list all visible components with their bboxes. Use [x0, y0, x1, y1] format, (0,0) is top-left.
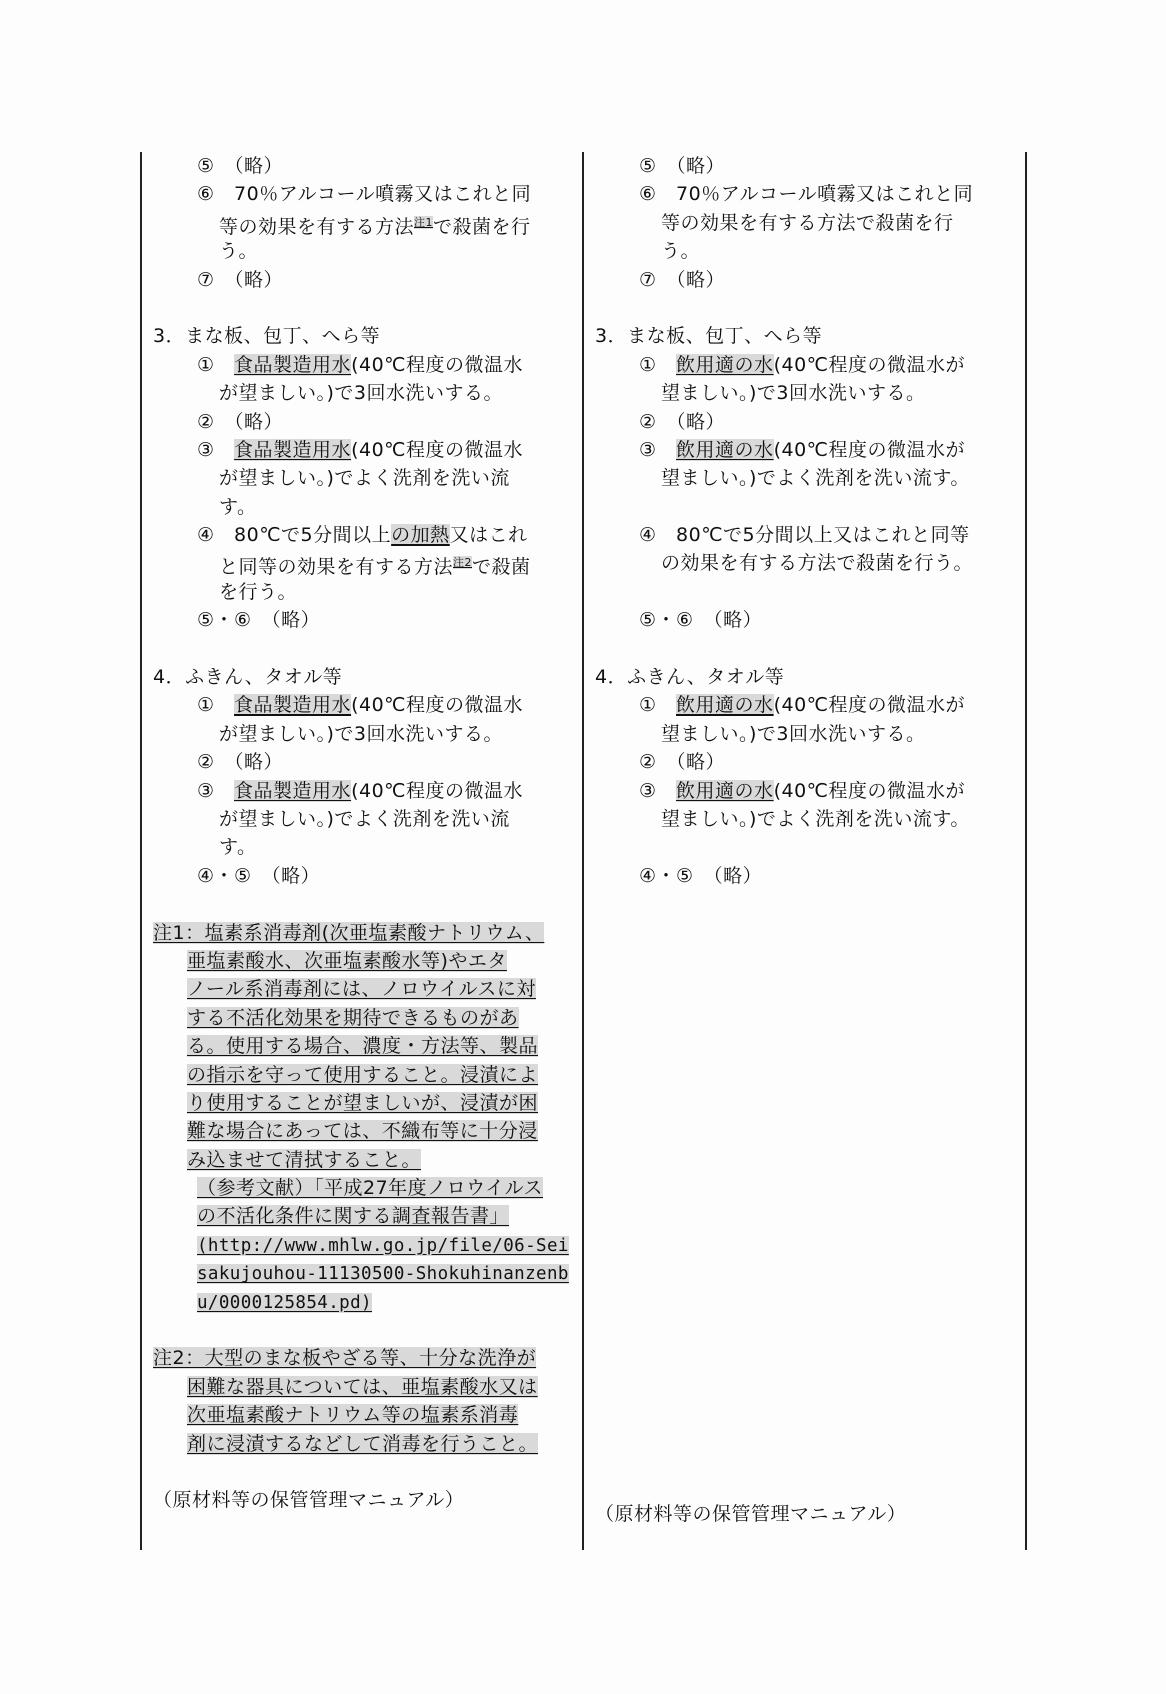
- s4-item-4-5: ④・⑤ （略）: [197, 864, 321, 887]
- note-text: 注1：塩素系消毒剤(次亜塩素酸ナトリウム、: [153, 921, 545, 944]
- note-text: 難な場合にあっては、不織布等に十分浸: [187, 1120, 538, 1143]
- note-1-line: [153, 975, 573, 1003]
- section-4-title: 4．ふきん、タオル等: [595, 666, 785, 689]
- text: ③: [639, 438, 677, 461]
- table-border-left: [140, 152, 142, 1550]
- reference-url-line: [153, 1231, 573, 1259]
- s4-item-3-line-1: [595, 777, 1015, 805]
- note-text: 亜塩素酸水、次亜塩素酸水等)やエタ: [187, 949, 507, 972]
- s4-item-4-5: ④・⑤ （略）: [639, 864, 763, 887]
- s3-item-3-line-2: 望ましい。)でよく洗剤を洗い流す。: [661, 467, 970, 490]
- text: で殺菌を行: [433, 215, 531, 238]
- s3-item-4-line-1: [153, 521, 573, 549]
- item-5: ⑤ （略）: [197, 155, 284, 177]
- item-5: ⑤ （略）: [639, 155, 726, 177]
- note-text: する不活化効果を期待できるものがあ: [187, 1006, 519, 1029]
- note-1-line: [153, 1146, 573, 1174]
- s3-item-2: ② （略）: [197, 410, 284, 433]
- text: (40℃程度の微温水が: [773, 694, 965, 717]
- highlighted-change: の加熱: [391, 524, 450, 547]
- s4-item-1-line-2: 望ましい。)で3回水洗いする。: [661, 722, 926, 745]
- item-6-line-2: [153, 209, 573, 237]
- s4-item-3-line-2: 望ましい。)でよく洗剤を洗い流す。: [661, 807, 970, 830]
- reference-url-line: [153, 1288, 573, 1316]
- text: で殺菌: [472, 556, 531, 579]
- text: ③: [197, 779, 235, 802]
- note-ref-1: 注1: [414, 215, 434, 229]
- s3-item-1-line-1: [595, 351, 1015, 379]
- current-column: [595, 152, 1015, 890]
- text: ①: [639, 353, 677, 376]
- section-3-title: 3．まな板、包丁、へら等: [595, 325, 823, 348]
- note-text: り使用することが望ましいが、浸漬が困: [187, 1091, 539, 1114]
- text: ①: [197, 353, 235, 376]
- text: ③: [639, 779, 677, 802]
- source-footer-right: （原材料等の保管管理マニュアル）: [595, 1503, 907, 1525]
- note-2-line: [153, 1401, 573, 1429]
- note-text: 次亜塩素酸ナトリウム等の塩素系消毒: [187, 1404, 519, 1427]
- highlighted-change: 食品製造用水: [234, 779, 352, 802]
- s3-item-2: ② （略）: [639, 410, 726, 433]
- s3-item-1-line-2: が望ましい。)で3回水洗いする。: [219, 382, 504, 405]
- text: と同等の効果を有する方法: [219, 556, 454, 579]
- highlighted-change: 飲用適の水: [676, 353, 774, 376]
- s3-item-5-6: ⑤・⑥ （略）: [197, 609, 321, 632]
- item-6-line-2: 等の効果を有する方法で殺菌を行: [661, 211, 954, 234]
- note-1-line: [153, 1117, 573, 1145]
- s3-item-3-line-1: [595, 436, 1015, 464]
- text: ①: [197, 694, 235, 717]
- source-footer: （原材料等の保管管理マニュアル）: [153, 1489, 465, 1512]
- s4-item-1-line-1: [595, 691, 1015, 719]
- note-text: 注2：大型のまな板やざる等、十分な洗浄が: [153, 1347, 537, 1370]
- s3-item-3-line-1: [153, 436, 573, 464]
- text: (40℃程度の微温水が: [773, 438, 965, 461]
- text: (40℃程度の微温水: [351, 353, 523, 376]
- text: (40℃程度の微温水: [351, 438, 523, 461]
- s3-item-3-line-2: が望ましい。)でよく洗剤を洗い流: [219, 467, 510, 490]
- s3-item-1-line-1: [153, 351, 573, 379]
- s4-item-1-line-1: [153, 691, 573, 719]
- note-text: の指示を守って使用すること。浸漬によ: [187, 1063, 539, 1086]
- table-border-middle: [582, 152, 584, 1550]
- item-6-line-1: ⑥ 70％アルコール噴霧又はこれと同: [197, 183, 532, 206]
- highlighted-change: 飲用適の水: [676, 694, 774, 717]
- reference-url[interactable]: u/0000125854.pd): [197, 1292, 372, 1313]
- highlighted-change: 飲用適の水: [676, 779, 774, 802]
- text: 又はこれ: [449, 524, 528, 547]
- note-2-line: [153, 1430, 573, 1458]
- table-border-right: [1025, 152, 1027, 1550]
- note-text: ノール系消毒剤には、ノロウイルスに対: [187, 978, 536, 1001]
- item-6-line-3: う。: [219, 240, 259, 263]
- s4-item-2: ② （略）: [639, 751, 726, 774]
- reference-url-line: [153, 1259, 573, 1287]
- item-6-line-1: ⑥ 70％アルコール噴霧又はこれと同: [639, 183, 974, 206]
- text: (40℃程度の微温水が: [773, 353, 965, 376]
- s4-item-1-line-2: が望ましい。)で3回水洗いする。: [219, 722, 504, 745]
- reference-text: （参考文献）「平成27年度ノロウイルス: [197, 1177, 544, 1200]
- s3-item-3-line-3: す。: [219, 495, 257, 518]
- text: ③: [197, 438, 235, 461]
- reference-url[interactable]: (http://www.mhlw.go.jp/file/06-Sei: [197, 1235, 569, 1256]
- text: (40℃程度の微温水: [351, 694, 523, 717]
- reference-line: [153, 1174, 573, 1202]
- note-1-line: [153, 947, 573, 975]
- s3-item-4-line-2: の効果を有する方法で殺菌を行う。: [661, 552, 974, 575]
- reference-line: [153, 1202, 573, 1230]
- s4-item-3-line-1: [153, 777, 573, 805]
- note-2: [153, 1344, 573, 1458]
- item-7: ⑦ （略）: [197, 268, 284, 291]
- s3-item-1-line-2: 望ましい。)で3回水洗いする。: [661, 382, 926, 405]
- section-3-title: 3．まな板、包丁、へら等: [153, 325, 381, 348]
- note-1: [153, 919, 573, 1316]
- note-1-line: [153, 1061, 573, 1089]
- s4-item-2: ② （略）: [197, 751, 284, 774]
- highlighted-change: 飲用適の水: [676, 438, 774, 461]
- note-1-line: [153, 919, 573, 947]
- text: (40℃程度の微温水が: [773, 779, 965, 802]
- s3-item-5-6: ⑤・⑥ （略）: [639, 609, 763, 632]
- text: (40℃程度の微温水: [351, 779, 523, 802]
- highlighted-change: 食品製造用水: [234, 353, 352, 376]
- note-2-line: [153, 1373, 573, 1401]
- s3-item-4-line-1: ④ 80℃で5分間以上又はこれと同等: [639, 524, 970, 547]
- highlighted-change: 食品製造用水: [234, 438, 352, 461]
- s4-item-3-line-3: す。: [219, 836, 257, 859]
- s3-item-4-line-3: を行う。: [219, 580, 298, 603]
- s4-item-3-line-2: が望ましい。)でよく洗剤を洗い流: [219, 807, 510, 830]
- note-ref-2: 注2: [453, 556, 473, 570]
- item-6-line-3: う。: [661, 240, 701, 263]
- note-1-line: [153, 1089, 573, 1117]
- item-7: ⑦ （略）: [639, 268, 726, 291]
- text: ①: [639, 694, 677, 717]
- note-1-line: [153, 1004, 573, 1032]
- note-text: 剤に浸漬するなどして消毒を行うこと。: [187, 1432, 539, 1455]
- note-text: る。使用する場合、濃度・方法等、製品: [187, 1035, 539, 1058]
- revised-column: [153, 152, 573, 1515]
- text: 等の効果を有する方法: [219, 215, 415, 238]
- highlighted-change: 食品製造用水: [234, 694, 352, 717]
- reference-text: の不活化条件に関する調査報告書」: [197, 1205, 510, 1228]
- s3-item-4-line-2: [153, 549, 573, 577]
- reference-url[interactable]: sakujouhou-11130500-Shokuhinanzenb: [197, 1264, 569, 1285]
- text: ④ 80℃で5分間以上: [197, 524, 392, 547]
- note-1-line: [153, 1032, 573, 1060]
- section-4-title: 4．ふきん、タオル等: [153, 666, 343, 689]
- note-text: み込ませて清拭すること。: [187, 1148, 422, 1171]
- note-2-line: [153, 1344, 573, 1372]
- note-text: 困難な器具については、亜塩素酸水又は: [187, 1375, 538, 1398]
